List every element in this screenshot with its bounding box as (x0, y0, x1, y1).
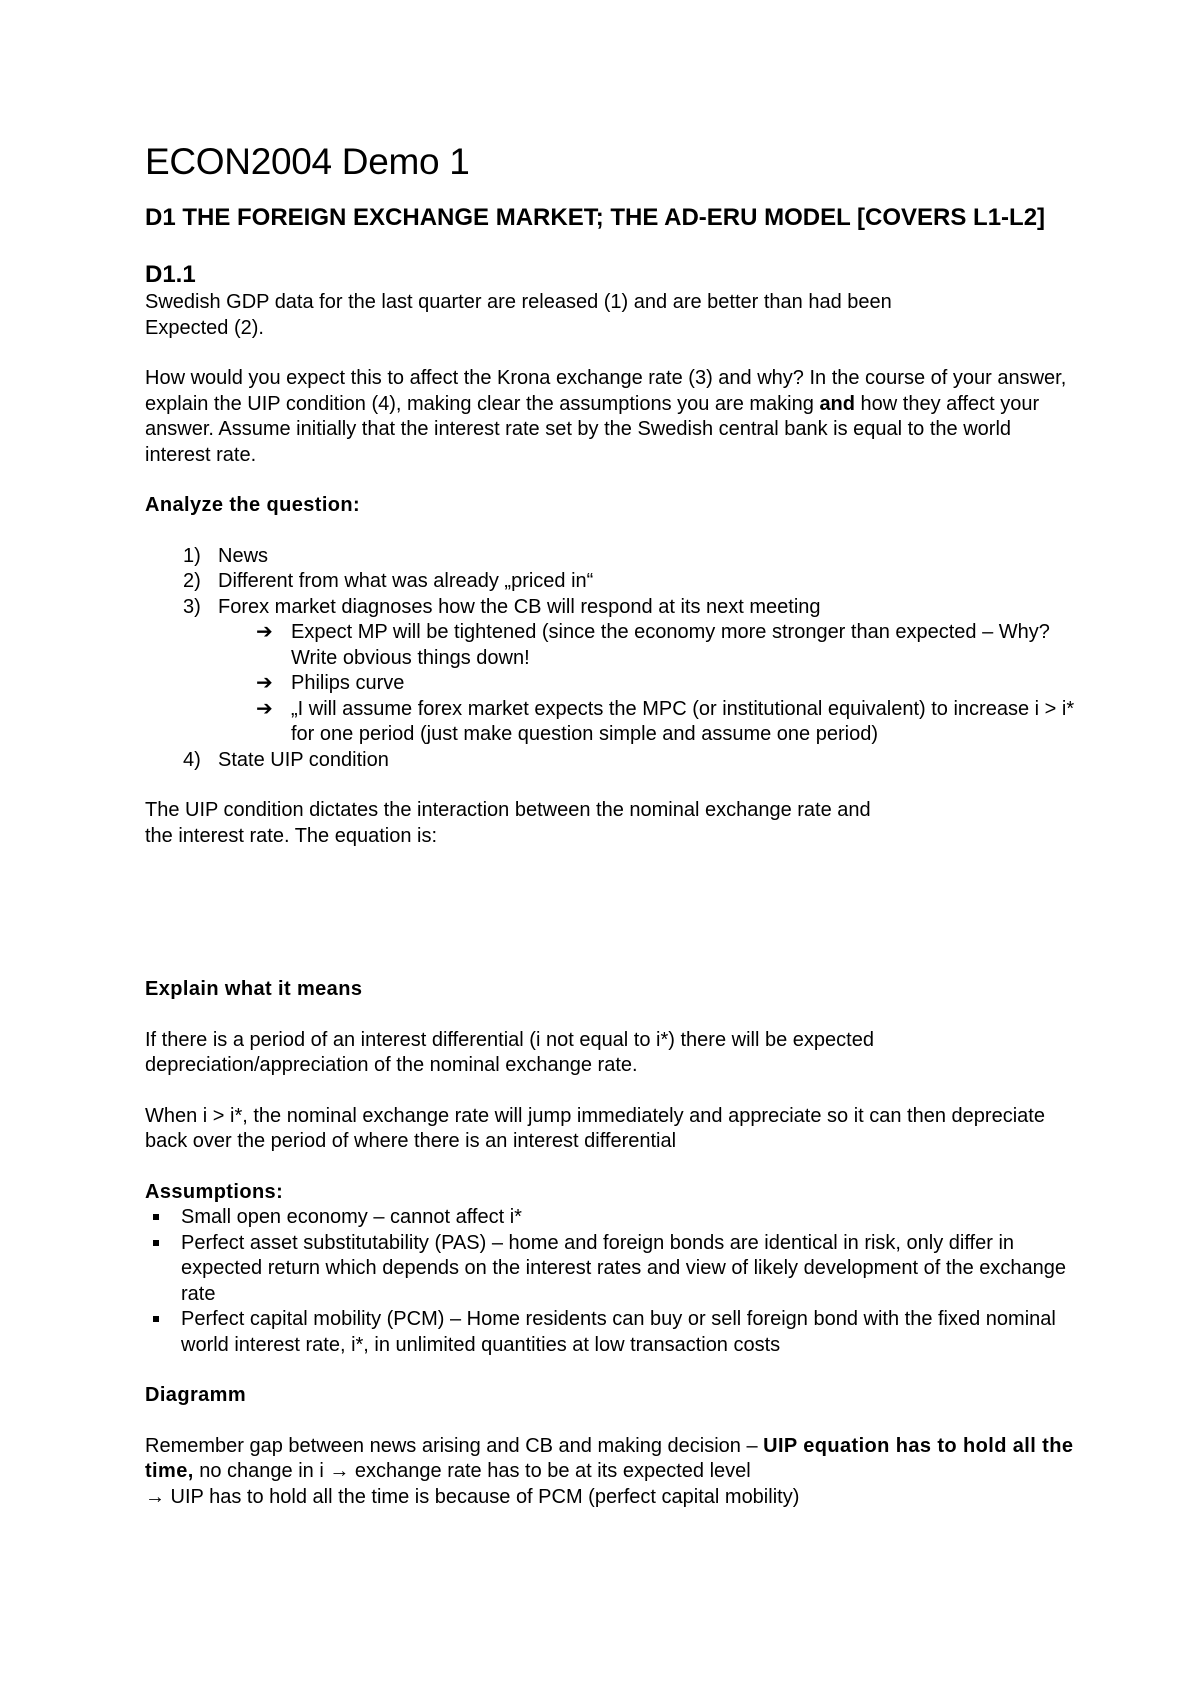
analysis-item-number: 3) (183, 595, 201, 618)
diagram-heading: Diagramm (145, 1384, 247, 1406)
diagram-line-2-text: UIP has to hold all the time is because of PCM (perfect capital mobility) (165, 1485, 800, 1508)
right-arrow-icon: ➔ (256, 621, 273, 643)
analysis-item-number: 4) (183, 748, 201, 771)
analysis-item (145, 569, 1075, 595)
right-arrow-icon: → (145, 1485, 165, 1508)
uip-line-1: The UIP condition dictates the interaction between the nominal exchange rate and (145, 799, 871, 821)
right-arrow-icon: ➔ (256, 672, 273, 694)
arrow-list (145, 620, 1075, 748)
question-part-2: how they affect your answer. Assume initially that the interest rate set by the Swedish central bank is equal to the world interest rate. (145, 392, 1040, 466)
analysis-list (145, 544, 1075, 774)
arrow-item-text: Philips curve (291, 672, 405, 694)
arrow-item (145, 697, 1075, 748)
assumption-item (145, 1307, 1075, 1358)
intro-line-1: Swedish GDP data for the last quarter are released (1) and are better than had been (145, 291, 892, 313)
question-paragraph (145, 366, 1075, 468)
assumption-text: Small open economy – cannot affect i* (181, 1206, 522, 1228)
document-title: ECON2004 Demo 1 (145, 141, 470, 182)
explain-paragraph-1: If there is a period of an interest differential (i not equal to i*) there will be expected depreciation/appreciation of the nominal exchange rate. (145, 1028, 874, 1076)
diagram-bold-text: UIP equation has to hold all the time, (145, 1434, 1074, 1482)
analysis-item-text: Different from what was already „priced in“ (218, 570, 594, 592)
assumptions-list (145, 1205, 1075, 1358)
analysis-item (145, 595, 1075, 748)
arrow-item-text: „I will assume forex market expects the MPC (or institutional equivalent) to increase i > i* for one period (just make question simple and assume one period) (291, 697, 1075, 745)
assumption-text: Perfect asset substitutability (PAS) – home and foreign bonds are identical in risk, only differ in expected return which depends on the interest rates and view of likely development of the exchange rate (181, 1231, 1066, 1305)
assumption-text: Perfect capital mobility (PCM) – Home residents can buy or sell foreign bond with the fixed nominal world interest rate, i*, in unlimited quantities at low transaction costs (181, 1308, 1056, 1356)
analysis-item-number: 2) (183, 570, 201, 592)
diagram-part-2: no change in i (193, 1460, 330, 1482)
explain-heading: Explain what it means (145, 978, 363, 1000)
document-content (145, 138, 1075, 1510)
diagram-part-3: exchange rate has to be at its expected level (349, 1460, 751, 1482)
square-bullet-icon (153, 1316, 159, 1322)
question-bold-word: and (819, 392, 855, 415)
right-arrow-icon: → (329, 1460, 350, 1482)
subsection-title: D1.1 (145, 261, 196, 288)
diagram-part-1: Remember gap between news arising and CB and making decision – (145, 1434, 764, 1457)
right-arrow-icon: ➔ (256, 697, 273, 720)
diagram-paragraph (145, 1434, 1075, 1511)
analysis-item-text: State UIP condition (218, 748, 389, 771)
intro-line-2: Expected (2). (145, 316, 264, 339)
arrow-item (145, 620, 1075, 671)
section-title: D1 THE FOREIGN EXCHANGE MARKET; THE AD-ERU MODEL [COVERS L1-L2] (145, 204, 1046, 231)
assumption-item (145, 1231, 1075, 1308)
intro-paragraph (145, 290, 1075, 341)
analyze-heading: Analyze the question: (145, 494, 361, 516)
equation-space (145, 849, 1075, 977)
question-part-1: How would you expect this to affect the Krona exchange rate (3) and why? In the course of your answer, explain the UIP condition (4), making clear the assumptions you are making (145, 367, 1067, 415)
square-bullet-icon (153, 1214, 159, 1220)
assumption-item (145, 1205, 1075, 1231)
analysis-item-number: 1) (183, 544, 201, 567)
analysis-item-text: Forex market diagnoses how the CB will respond at its next meeting (218, 595, 821, 618)
square-bullet-icon (153, 1240, 159, 1246)
analysis-item (145, 748, 1075, 774)
assumptions-heading: Assumptions: (145, 1180, 284, 1203)
explain-paragraph-2: When i > i*, the nominal exchange rate will jump immediately and appreciate so it can then depreciate back over the period of where there is an interest differential (145, 1104, 1045, 1152)
arrow-item (145, 671, 1075, 697)
uip-paragraph (145, 798, 1075, 849)
analysis-item (145, 544, 1075, 570)
uip-line-2: the interest rate. The equation is: (145, 824, 438, 847)
arrow-item-text: Expect MP will be tightened (since the economy more stronger than expected – Why? Write obvious things down! (291, 621, 1050, 669)
analysis-item-text: News (218, 544, 269, 567)
